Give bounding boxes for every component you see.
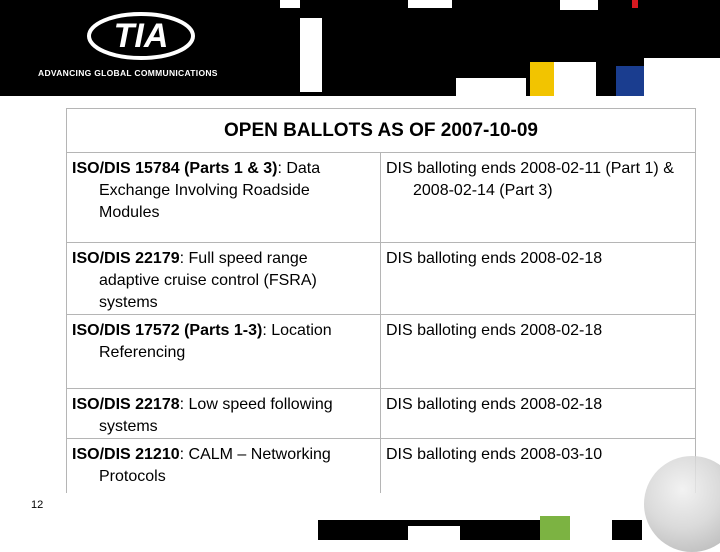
ballot-description: : Data Exchange Involving Roadside Modules bbox=[99, 160, 321, 221]
tia-logo bbox=[86, 10, 196, 62]
open-ballots-table bbox=[66, 108, 696, 493]
ballot-item-cell bbox=[67, 439, 381, 493]
decor-block bbox=[540, 516, 570, 540]
ballot-status-cell bbox=[381, 153, 696, 243]
table-row bbox=[67, 153, 696, 243]
decor-block bbox=[644, 58, 720, 96]
decor-block bbox=[560, 0, 598, 10]
header-tagline: ADVANCING GLOBAL COMMUNICATIONS bbox=[38, 68, 218, 78]
ballot-item-cell bbox=[67, 389, 381, 439]
table-row bbox=[67, 315, 696, 389]
decor-block bbox=[280, 0, 300, 8]
decor-block bbox=[0, 520, 330, 540]
ballot-description: : CALM – Networking Protocols bbox=[99, 446, 331, 485]
table-title: OPEN BALLOTS AS OF 2007-10-09 bbox=[67, 109, 696, 153]
decor-block bbox=[456, 78, 526, 96]
table-row bbox=[67, 243, 696, 315]
decor-block bbox=[530, 62, 554, 96]
ballot-status: DIS balloting ends 2008-02-18 bbox=[386, 396, 603, 413]
ballot-id: ISO/DIS 22178 bbox=[72, 396, 180, 413]
ballot-status: DIS balloting ends 2008-02-11 (Part 1) & 2008-02-14 (Part 3) bbox=[386, 160, 674, 199]
table-title-row bbox=[67, 109, 696, 153]
logo-text: TIA bbox=[113, 17, 169, 55]
ballot-id: ISO/DIS 17572 (Parts 1-3) bbox=[72, 322, 263, 339]
ballot-item-cell bbox=[67, 153, 381, 243]
decor-block bbox=[616, 66, 644, 96]
table-row bbox=[67, 389, 696, 439]
ballot-description: : Full speed range adaptive cruise control (FSRA) systems bbox=[99, 250, 317, 311]
decor-block bbox=[632, 0, 638, 8]
ballot-status: DIS balloting ends 2008-02-18 bbox=[386, 250, 603, 267]
ballot-description: : Low speed following systems bbox=[99, 396, 333, 435]
ballot-description: : Location Referencing bbox=[99, 322, 332, 361]
page-number: 12 bbox=[31, 499, 44, 511]
header-band bbox=[0, 0, 720, 96]
ballot-id: ISO/DIS 22179 bbox=[72, 250, 180, 267]
ballot-status-cell bbox=[381, 243, 696, 315]
ballot-item-cell bbox=[67, 243, 381, 315]
decor-block bbox=[408, 0, 452, 8]
ballot-id: ISO/DIS 15784 (Parts 1 & 3) bbox=[72, 160, 278, 177]
decor-block bbox=[408, 526, 460, 540]
ballot-status: DIS balloting ends 2008-02-18 bbox=[386, 322, 603, 339]
decor-block bbox=[570, 520, 612, 540]
decor-block bbox=[554, 62, 596, 96]
ballot-status-cell bbox=[381, 389, 696, 439]
decor-block bbox=[300, 18, 322, 92]
ballot-status: DIS balloting ends 2008-03-10 bbox=[386, 446, 603, 463]
ballot-id: ISO/DIS 21210 bbox=[72, 446, 180, 463]
ballot-status-cell bbox=[381, 315, 696, 389]
table-row bbox=[67, 439, 696, 493]
ballot-item-cell bbox=[67, 315, 381, 389]
